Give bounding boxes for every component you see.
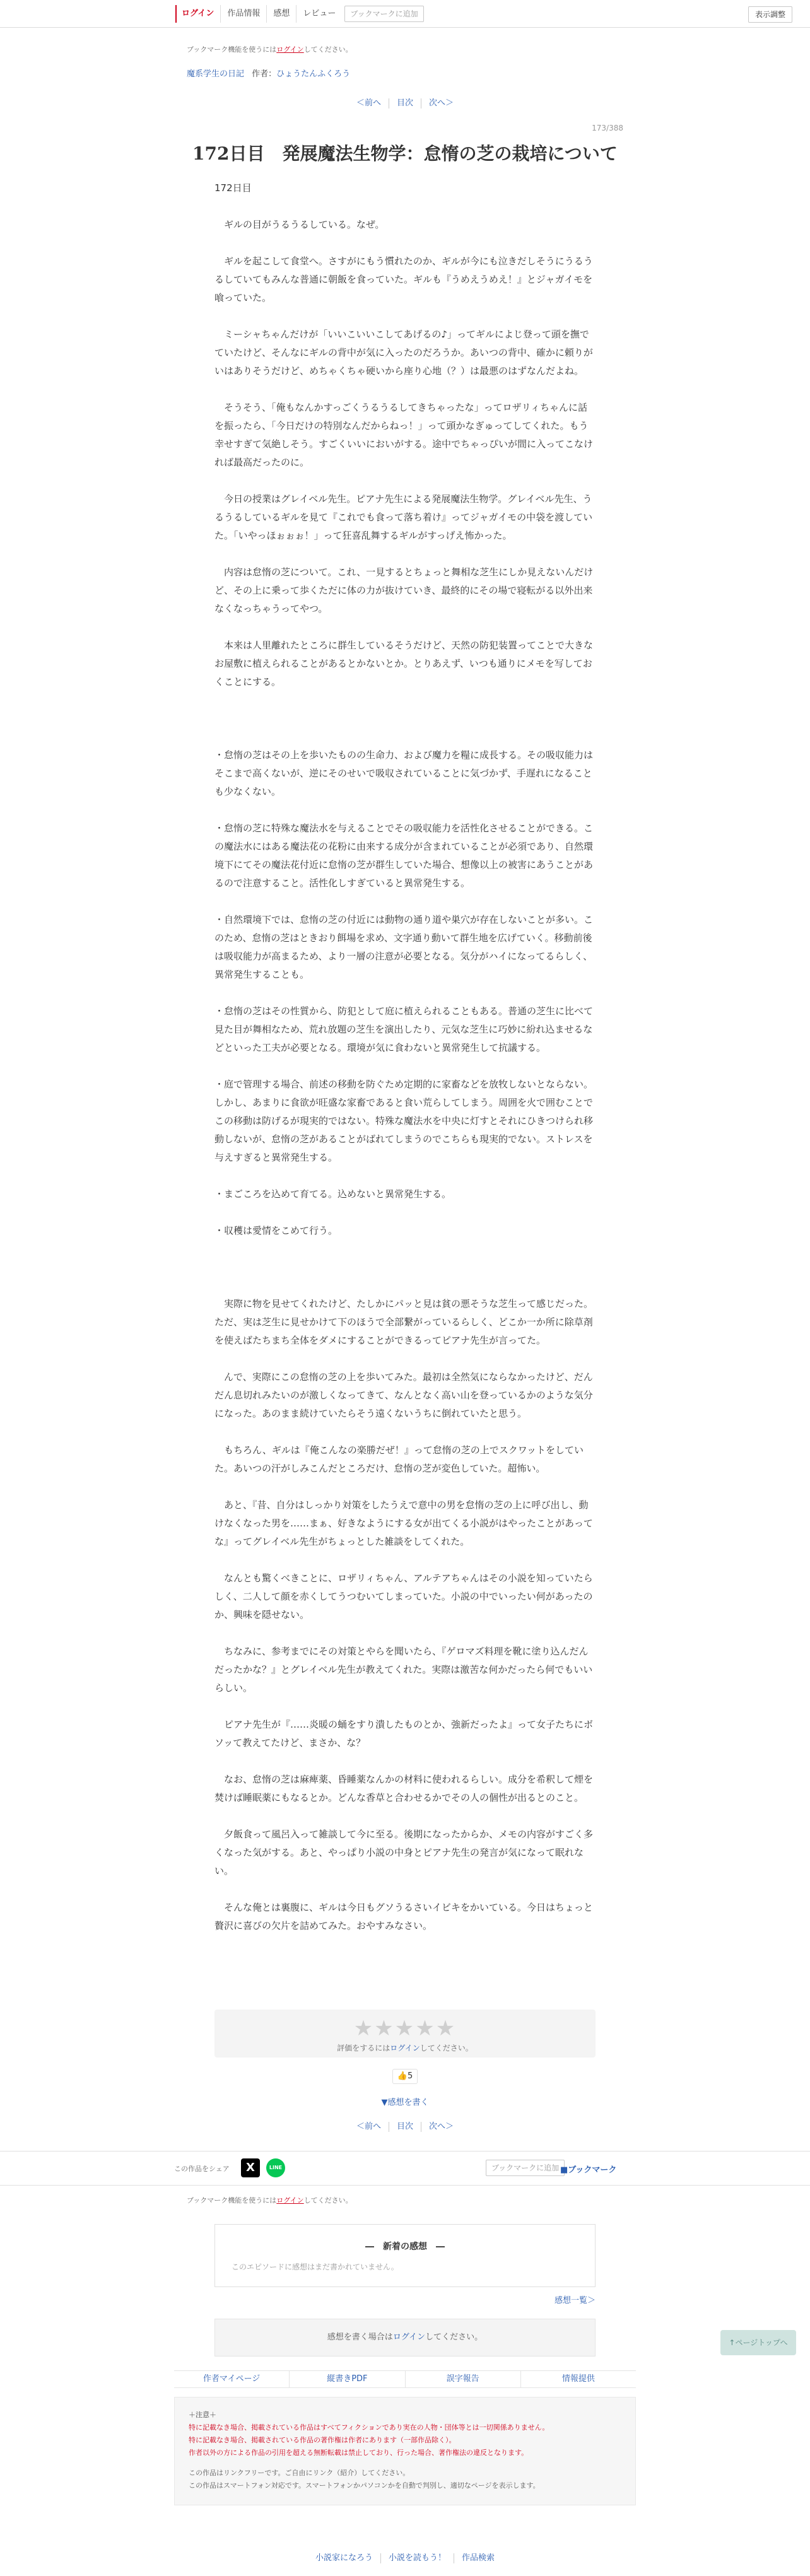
- rating-note: 評価をするにはログインしてください。: [337, 2044, 473, 2052]
- share-label: この作品をシェア: [174, 2165, 230, 2173]
- write-login-link[interactable]: ログイン: [392, 2333, 426, 2342]
- divider: [0, 2151, 810, 2152]
- like-count: 5: [407, 2071, 413, 2081]
- site-header: [0, 0, 810, 28]
- pager-bottom: [0, 2122, 810, 2132]
- body-paragraph: ギルの目がうるうるしている。なぜ。: [214, 219, 385, 230]
- body-paragraph: ・怠惰の芝に特殊な魔法水を与えることでその吸収能力を活性化させることができる。この魔法水にはある魔法花の花粉に由来する成分が含まれていることが必須であり、自然環境下にてその魔法花付近に怠惰の芝が群生していた場合、想像以上の被害にあうことがあるので注意すること。活性化しすぎていると異常発生する。: [214, 823, 594, 889]
- body-paragraph: 本来は人里離れたところに群生しているそうだけど、天然の防犯装置ってことで大きなお屋敷に植えられることがあるとかないとか。とりあえず、いつも通りにメモを写しておくことにする。: [214, 640, 594, 688]
- rating-box: [214, 2010, 596, 2058]
- share-row: [174, 2157, 636, 2180]
- footer-link-narou[interactable]: 小説家になろう: [315, 2553, 373, 2563]
- login-note-bottom: ブックマーク機能を使うにはログインしてください。: [187, 2196, 353, 2204]
- body-paragraph: 今日の授業はグレイベル先生。ピアナ先生による発展魔法生物学。グレイベル先生、うるうるしているギルを見て『これでも食って落ち着け』ってジャガイモの中袋を渡していた。「いやっほぉぉぉ！」って狂喜乱舞するギルがすっげえ怖かった。: [214, 493, 593, 541]
- login-link-top[interactable]: ログイン: [276, 45, 304, 54]
- body-paragraph: ・庭で管理する場合、前述の移動を防ぐため定期的に家畜などを放牧しないとならない。しかし、あまりに食欲が旺盛な家畜であると食い荒らしてしまう。周囲を火で囲むことでこの移動は防げるが現実的ではない。特殊な魔法水を中央に灯すとそれにひきつけられ移動しないが、怠惰の芝があることがばれてしまうのでこちらも現実的でない。ストレスを与えすぎると異常発生する。: [214, 1079, 594, 1163]
- rating-login-link[interactable]: ログイン: [390, 2044, 420, 2052]
- body-paragraph: ・自然環境下では、怠惰の芝の付近には動物の通り道や巣穴が存在しないことが多い。このため、怠惰の芝はときおり餌場を求め、文字通り動いて群生地を広げていく。移動前後は吸収能力が高まるため、より一層の注意が必要となる。気分がハイになってるらしく、異常発生することも。: [214, 914, 594, 980]
- write-review-toggle[interactable]: ▼感想を書く: [381, 2098, 429, 2107]
- body-paragraph: あと、『昔、自分はしっかり対策をしたうえで意中の男を怠惰の芝の上に呼び出し、動けなくなった男を……まぁ、好きなようにする女が出てくる小説がはやったことがあってな』ってグレイベル先生がちょっとした雑談をしてくれた。: [214, 1499, 593, 1547]
- review-empty-text: このエピソードに感想はまだ書かれていません。: [232, 2263, 399, 2271]
- chapter-title: 172日目 発展魔法生物学：怠惰の芝の栽培について: [192, 143, 618, 164]
- typo-report-link[interactable]: 誤字報告: [405, 2371, 520, 2387]
- bookmark-add-button[interactable]: ブックマークに追加: [486, 2160, 565, 2176]
- body-paragraph: ピアナ先生が『……炎暖の蛹をすり潰したものとか、強新だったよ』って女子たちにボソッて教えてたけど、まさか、な？: [214, 1719, 594, 1748]
- nav-reviews[interactable]: 感想: [266, 5, 296, 23]
- toc-link[interactable]: 目次: [389, 98, 421, 108]
- body-paragraph: ちなみに、参考までにその対策とやらを聞いたら、『ゲロマズ料理を靴に塗り込んだんだったかな？』とグレイベル先生が教えてくれた。実際は激苦な何かだったら何でもいいらしい。: [214, 1646, 593, 1694]
- author-link[interactable]: ひょうたんふくろう: [276, 69, 351, 79]
- login-note-top: ブックマーク機能を使うにはログインしてください。: [187, 45, 353, 54]
- nav-work-info[interactable]: 作品情報: [220, 5, 266, 23]
- body-paragraph: ギルを起こして食堂へ。さすがにもう慣れたのか、ギルが今にも泣きだしそうにうるうるしていてもみんな普通に朝飯を食っていた。ギルも『うめえうめえ！』とジャガイモを喰っていた。: [214, 255, 593, 303]
- notice-red-1: 特に記載なき場合、掲載されている作品はすべてフィクションであり実在の人物・団体等とは一切関係ありません。: [189, 2423, 549, 2432]
- bookmark-link[interactable]: ■ブックマーク: [560, 2165, 617, 2175]
- notice-box: [174, 2397, 636, 2505]
- prev-link-bottom[interactable]: ＜前へ: [356, 2122, 381, 2131]
- like-button[interactable]: [392, 2069, 418, 2084]
- nav-recommend[interactable]: レビュー: [296, 5, 342, 23]
- body-paragraph: ・怠惰の芝はその上を歩いたものの生命力、および魔力を糧に成長する。その吸収能力はそこまで高くないが、逆にそのせいで吸収されていることに気づかず、手遅れになることも少なくない。: [214, 749, 594, 797]
- novel-body: [214, 179, 596, 1953]
- review-box: [214, 2224, 596, 2287]
- body-paragraph: んで、実際にこの怠惰の芝の上を歩いてみた。最初は全然気にならなかったけど、だんだん息切れみたいのが激しくなってきて、なんとなく高い山を登っているかのような気分になった。あのまま続けていたらそう遠くないうちに倒れていたと思う。: [214, 1371, 593, 1419]
- body-paragraph: なお、怠惰の芝は麻痺薬、昏睡薬なんかの材料に使われるらしい。成分を希釈して煙を焚けば睡眠薬にもなるとか。どんな香草と合わせるかでその人の個性が出るとのこと。: [214, 1774, 594, 1803]
- body-paragraph: ・怠惰の芝はその性質から、防犯として庭に植えられることもある。普通の芝生に比べて見た目が舞相なため、荒れ放題の芝生を演出したり、元気な芝生に巧妙に紛れ込ませるなどといった工夫が必要となる。環境が気に食わないと異常発生して抗議する。: [214, 1005, 594, 1053]
- thumbs-up-icon: 👍: [397, 2071, 408, 2081]
- series-title-link[interactable]: 魔系学生の日記: [187, 69, 245, 79]
- bottom-links: [174, 2370, 636, 2388]
- notice-gray-2: この作品はスマートフォン対応です。スマートフォンかパソコンかを自動で判別し、適切なページを表示します。: [189, 2481, 540, 2490]
- prev-link[interactable]: ＜前へ: [356, 98, 381, 108]
- body-paragraph: [214, 1258, 596, 1277]
- author-mypage-link[interactable]: 作者マイページ: [202, 2374, 261, 2384]
- vertical-pdf-link[interactable]: 縦書きPDF: [289, 2371, 404, 2387]
- login-link-bottom[interactable]: ログイン: [276, 2196, 304, 2204]
- line-share-icon[interactable]: LINE: [266, 2158, 285, 2177]
- divider: [0, 2185, 810, 2186]
- next-link[interactable]: 次へ＞: [421, 98, 461, 108]
- notice-title: ＋注意＋: [189, 2411, 216, 2419]
- footer-links: [0, 2553, 810, 2563]
- footer-link-yomou[interactable]: 小説を読もう！: [380, 2553, 454, 2563]
- body-paragraph: 実際に物を見せてくれたけど、たしかにパッと見は貧の悪そうな芝生って感じだった。ただ、実は芝生に見せかけて下のほうで全部繋がっているらしく、どこか一か所に除草剤を使えばたちまち全体をダメにすることができるってピアナ先生が言ってた。: [214, 1298, 594, 1346]
- x-share-icon[interactable]: X: [241, 2158, 260, 2177]
- footer-link-search[interactable]: 作品検索: [454, 2553, 502, 2563]
- display-settings-button[interactable]: 表示調整: [748, 6, 792, 23]
- body-paragraph: そんな俺とは裏腹に、ギルは今日もグソうるさいイビキをかいている。今日はちょっと贅沢に喜びの欠片を詰めてみた。おやすみなさい。: [214, 1902, 593, 1931]
- page-top-button[interactable]: ↑ページトップへ: [720, 2330, 796, 2355]
- body-paragraph: ミーシャちゃんだけが「いいこいいこしてあげるの♪」ってギルによじ登って頭を撫でていたけど、そんなにギルの背中が気に入ったのだろうか。あいつの背中、確かに頼りがいはありそうだけど、めちゃくちゃ硬いから座り心地（？）は最悪のはずなんだよね。: [214, 329, 593, 377]
- header-bookmark-button[interactable]: ブックマークに追加: [344, 6, 423, 22]
- info-provide-link[interactable]: 情報提供: [520, 2371, 636, 2387]
- body-paragraph: ・収穫は愛情をこめて行う。: [214, 1225, 338, 1236]
- notice-red-2: 特に記載なき場合、掲載されている作品の著作権は作者にあります（一部作品除く）。: [189, 2436, 456, 2444]
- notice-red-3: 作者以外の方による作品の引用を超える無断転載は禁止しており、行った場合、著作権法の違反となります。: [189, 2449, 529, 2457]
- next-link-bottom[interactable]: 次へ＞: [421, 2122, 461, 2132]
- body-paragraph: [214, 710, 596, 728]
- global-nav: [175, 5, 424, 23]
- body-paragraph: なんとも驚くべきことに、ロザリィちゃん、アルテアちゃんはその小説を知っていたらしく、二人して顔を赤くしてうつむいてしまっていた。小説の中でいったい何があったのか、興味を隠せない。: [214, 1572, 593, 1620]
- author-label: 作者：: [252, 69, 277, 79]
- nav-login[interactable]: ログイン: [175, 5, 220, 23]
- body-paragraph: もちろん、ギルは『俺こんなの楽勝だぜ！』って怠惰の芝の上でスクワットをしていた。あいつの汗がしみこんだところだけ、怠惰の芝が変色していた。超怖い。: [214, 1444, 584, 1474]
- review-box-title: ― 新着の感想 ―: [365, 2242, 445, 2252]
- body-paragraph: 内容は怠惰の芝について。これ、一見するとちょっと舞相な芝生にしか見えないんだけど、その上に乗って歩くただに体の力が抜けていき、最終的にその場で寝転がる以外出来なくなっちゃうってやつ。: [214, 566, 594, 614]
- toc-link-bottom[interactable]: 目次: [389, 2122, 421, 2132]
- page-count: 173/388: [592, 124, 623, 132]
- series-line: [187, 67, 623, 79]
- body-paragraph: 172日目: [214, 182, 252, 194]
- write-review-box: 感想を書く場合はログインしてください。: [214, 2319, 596, 2356]
- body-paragraph: ・まごころを込めて育てる。込めないと異常発生する。: [214, 1188, 452, 1200]
- pager-top: [0, 98, 810, 108]
- body-paragraph: 夕飯食って風呂入って雑談して今に至る。後期になったからか、メモの内容がすごく多くなった気がする。あと、やっぱり小説の中身とピアナ先生の発言が気になって眠れない。: [214, 1829, 594, 1876]
- body-paragraph: そうそう、「俺もなんかすっごくうるうるしてきちゃったな」ってロザリィちゃんに話を振ったら、「今日だけの特別なんだからねっ！」って頭かなぎゅってしてくれた。もう幸せすぎて気絶しそう。すごくいいにおいがする。途中でちゃっぴいが間に入ってこなければ最高だったのに。: [214, 402, 594, 468]
- rating-stars[interactable]: ★★★★★: [353, 2016, 457, 2041]
- review-list-link[interactable]: 感想一覧＞: [554, 2296, 596, 2305]
- notice-gray-1: この作品はリンクフリーです。ご自由にリンク（紹介）してください。: [189, 2469, 410, 2477]
